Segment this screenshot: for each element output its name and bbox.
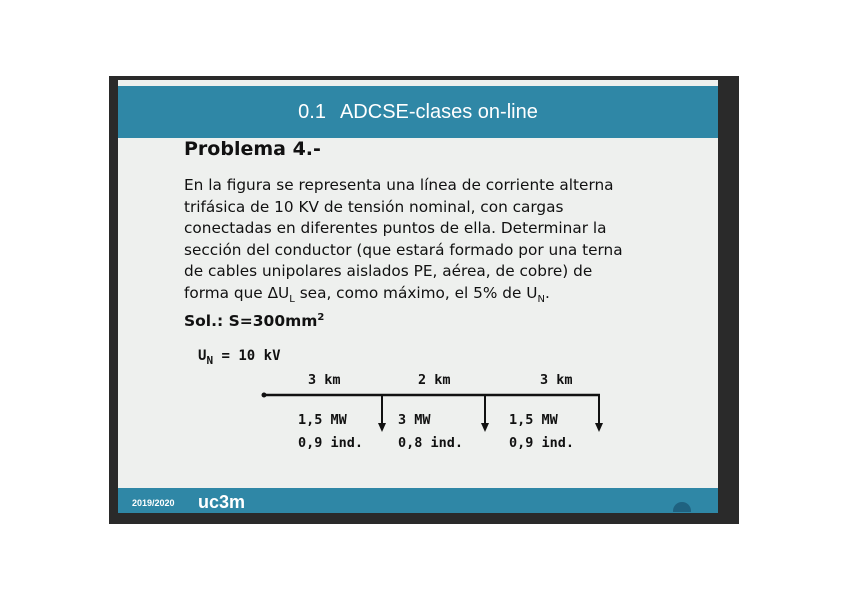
slide xyxy=(118,80,718,513)
distance-label: 2 km xyxy=(418,372,451,388)
un-subscript: N xyxy=(206,353,214,367)
statement-line: trifásica de 10 KV de tensión nominal, con cargas xyxy=(184,197,564,216)
footer-logo: uc3m xyxy=(198,492,246,512)
slide-title-text: ADCSE-clases on-line xyxy=(339,101,538,123)
subscript-n: N xyxy=(537,293,545,305)
load-power: 1,5 MW xyxy=(298,412,347,428)
distance-label: 3 km xyxy=(540,372,573,388)
load-arrow-head xyxy=(595,423,603,432)
statement-line: En la figura se representa una línea de corriente alterna xyxy=(184,176,614,194)
slide-footer xyxy=(118,488,718,513)
statement-line: conectadas en diferentes puntos de ella. Determinar la xyxy=(184,219,607,237)
load-arrow-head xyxy=(378,423,386,432)
statement-line: de cables unipolares aislados PE, aérea, de cobre) de xyxy=(184,262,593,280)
statement-line: sección del conductor (que estará formado por una terna xyxy=(184,240,623,259)
load-pf: 0,9 ind. xyxy=(509,435,575,451)
solution-text: Sol.: S=300mm xyxy=(184,312,318,331)
superscript: 2 xyxy=(317,312,325,323)
footer-year: 2019/2020 xyxy=(132,498,175,508)
slide-number: 0.1 xyxy=(298,101,326,123)
page-badge xyxy=(673,502,691,512)
load-power: 1,5 MW xyxy=(509,412,558,428)
load-arrow-head xyxy=(481,423,489,432)
un-value: = 10 kV xyxy=(213,348,281,364)
text-fragment: . xyxy=(544,283,550,302)
un-symbol: U xyxy=(198,348,207,364)
load-pf: 0,8 ind. xyxy=(398,435,464,451)
text-fragment: forma que ΔU xyxy=(184,283,290,302)
load-pf: 0,9 ind. xyxy=(298,435,364,451)
distance-label: 3 km xyxy=(308,372,341,388)
feeder-origin xyxy=(262,393,267,398)
text-fragment: sea, como máximo, el 5% de U xyxy=(294,283,538,302)
problem-title: Problema 4.- xyxy=(184,138,321,160)
subscript-l: L xyxy=(289,293,295,305)
load-power: 3 MW xyxy=(398,412,431,428)
